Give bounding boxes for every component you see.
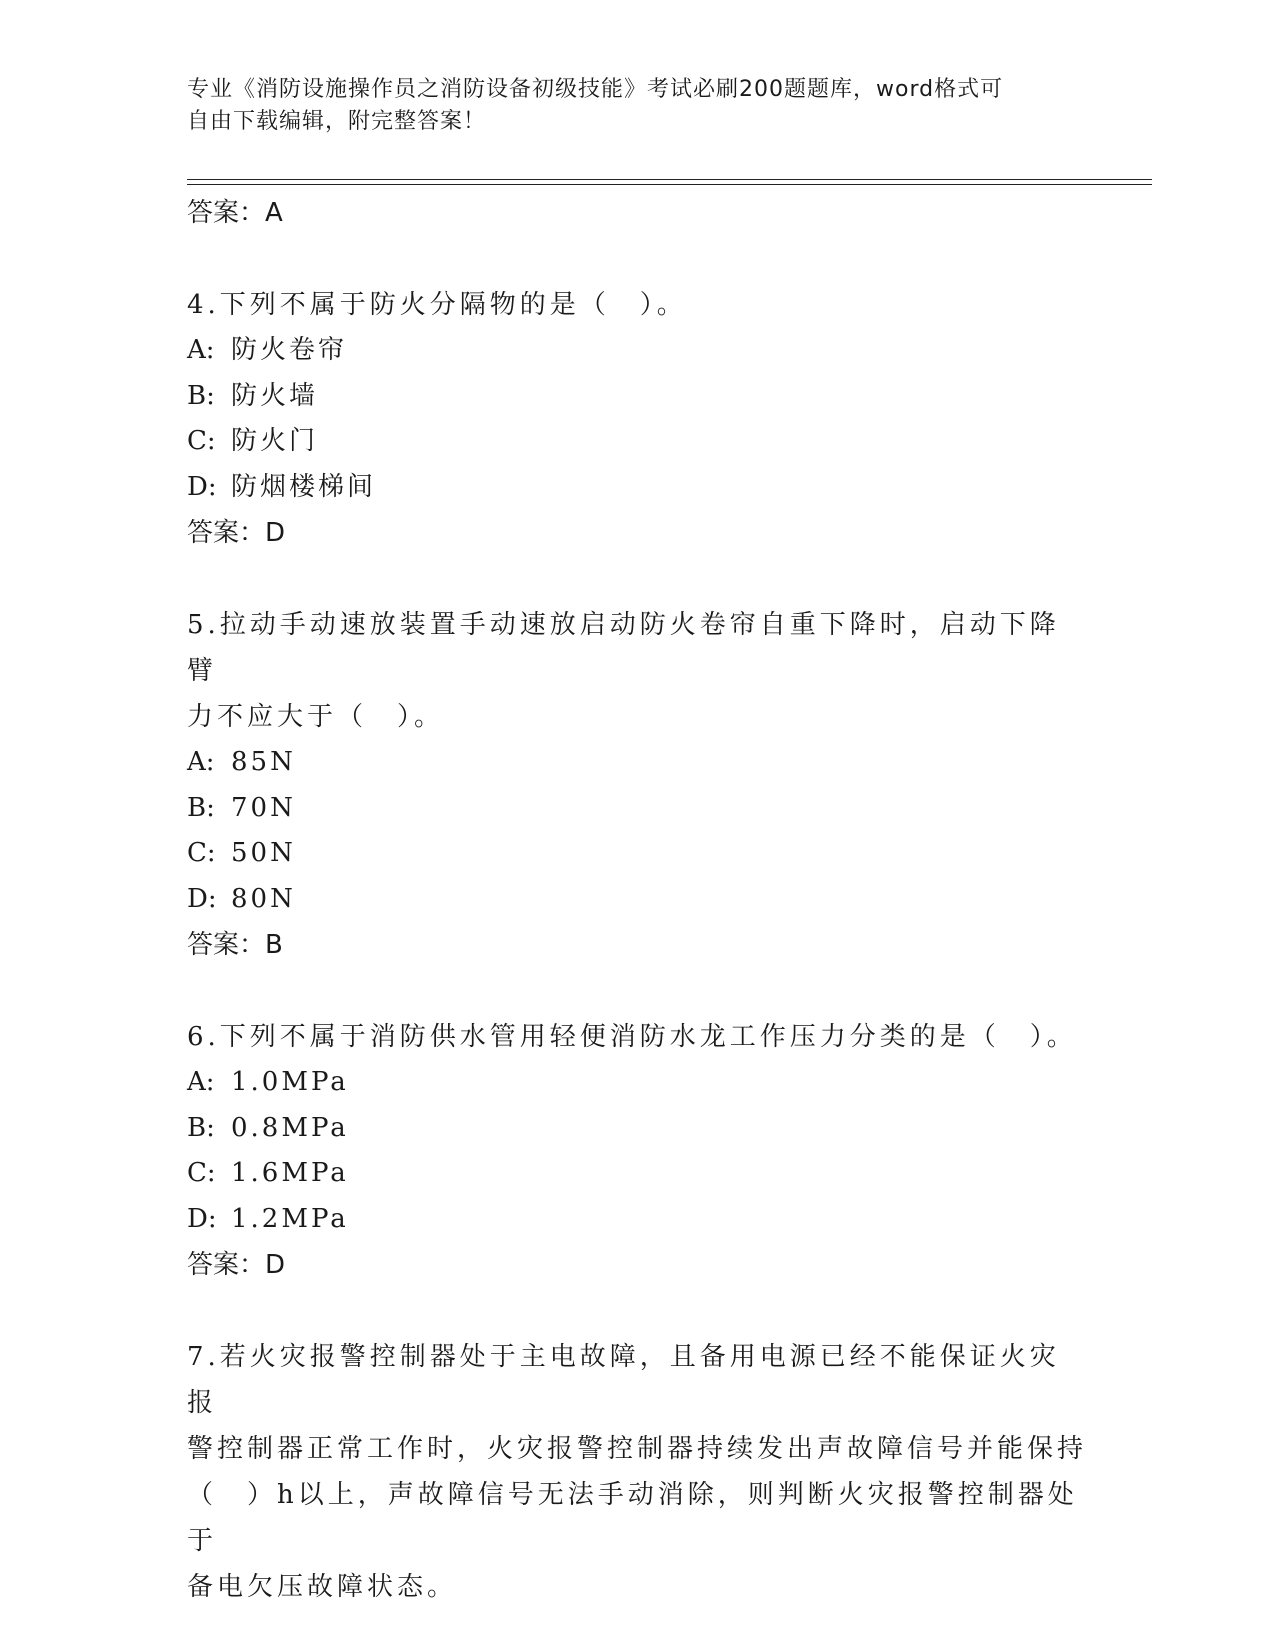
question-6 [187, 1014, 1087, 1288]
answer-line: 答案：A [187, 198, 283, 228]
option-label: A: [187, 747, 215, 777]
option-label: C: [187, 838, 216, 868]
document-body [187, 190, 1087, 1610]
option-text: 1.2MPa [231, 1203, 349, 1234]
answer-line: 答案：D [187, 518, 286, 548]
option-text: 0.8MPa [231, 1112, 349, 1143]
question-4 [187, 282, 1087, 556]
header-line-2: 自由下载编辑，附完整答案！ [187, 109, 487, 134]
option-label: C: [187, 1158, 216, 1188]
option-label: B: [187, 1112, 215, 1143]
option-a [187, 740, 1087, 786]
option-a [187, 1060, 1087, 1106]
option-c [187, 1151, 1087, 1197]
option-b [187, 1106, 1087, 1152]
option-label: A: [187, 335, 215, 365]
header-divider-top [187, 179, 1152, 180]
option-d [187, 877, 1087, 923]
option-b [187, 786, 1087, 832]
question-text: 5.拉动手动速放装置手动速放启动防火卷帘自重下降时，启动下降臂 [187, 610, 1060, 686]
option-d [187, 1197, 1087, 1243]
question-text: 备电欠压故障状态。 [187, 1572, 458, 1602]
header-divider-bottom [187, 184, 1152, 185]
option-c [187, 831, 1087, 877]
document-header [187, 74, 1087, 138]
option-text: 70N [231, 792, 296, 823]
option-label: D: [187, 883, 217, 914]
option-label: A: [187, 1067, 215, 1097]
option-label: B: [187, 380, 215, 411]
option-text: 85N [231, 747, 296, 777]
option-text: 1.6MPa [231, 1158, 349, 1188]
question-text: 4.下列不属于防火分隔物的是（ ）。 [187, 290, 687, 320]
option-a [187, 328, 1087, 374]
option-d [187, 465, 1087, 511]
option-text: 1.0MPa [231, 1067, 349, 1097]
answer-line: 答案：D [187, 1250, 286, 1280]
option-text: 防火墙 [231, 380, 319, 411]
option-text: 50N [231, 838, 296, 868]
question-text: 警控制器正常工作时，火灾报警控制器持续发出声故障信号并能保持 [187, 1434, 1088, 1464]
option-label: D: [187, 1203, 217, 1234]
header-line-1: 专业《消防设施操作员之消防设备初级技能》考试必刷200题题库，word格式可 [187, 77, 1004, 102]
question-text: 7.若火灾报警控制器处于主电故障，且备用电源已经不能保证火灾报 [187, 1342, 1060, 1418]
option-label: C: [187, 426, 216, 456]
question-text: （ ）h以上，声故障信号无法手动消除，则判断火灾报警控制器处于 [187, 1480, 1078, 1556]
question-text: 力不应大于（ ）。 [187, 702, 445, 732]
option-text: 防烟楼梯间 [231, 471, 377, 502]
question-7 [187, 1334, 1087, 1610]
question-5 [187, 602, 1087, 968]
option-label: B: [187, 792, 215, 823]
option-text: 防火门 [231, 426, 319, 456]
option-text: 80N [231, 883, 296, 914]
answer-line: 答案：B [187, 930, 283, 960]
option-label: D: [187, 471, 217, 502]
question-text: 6.下列不属于消防供水管用轻便消防水龙工作压力分类的是（ ）。 [187, 1022, 1077, 1052]
option-c [187, 419, 1087, 465]
option-text: 防火卷帘 [231, 335, 348, 365]
option-b [187, 374, 1087, 420]
